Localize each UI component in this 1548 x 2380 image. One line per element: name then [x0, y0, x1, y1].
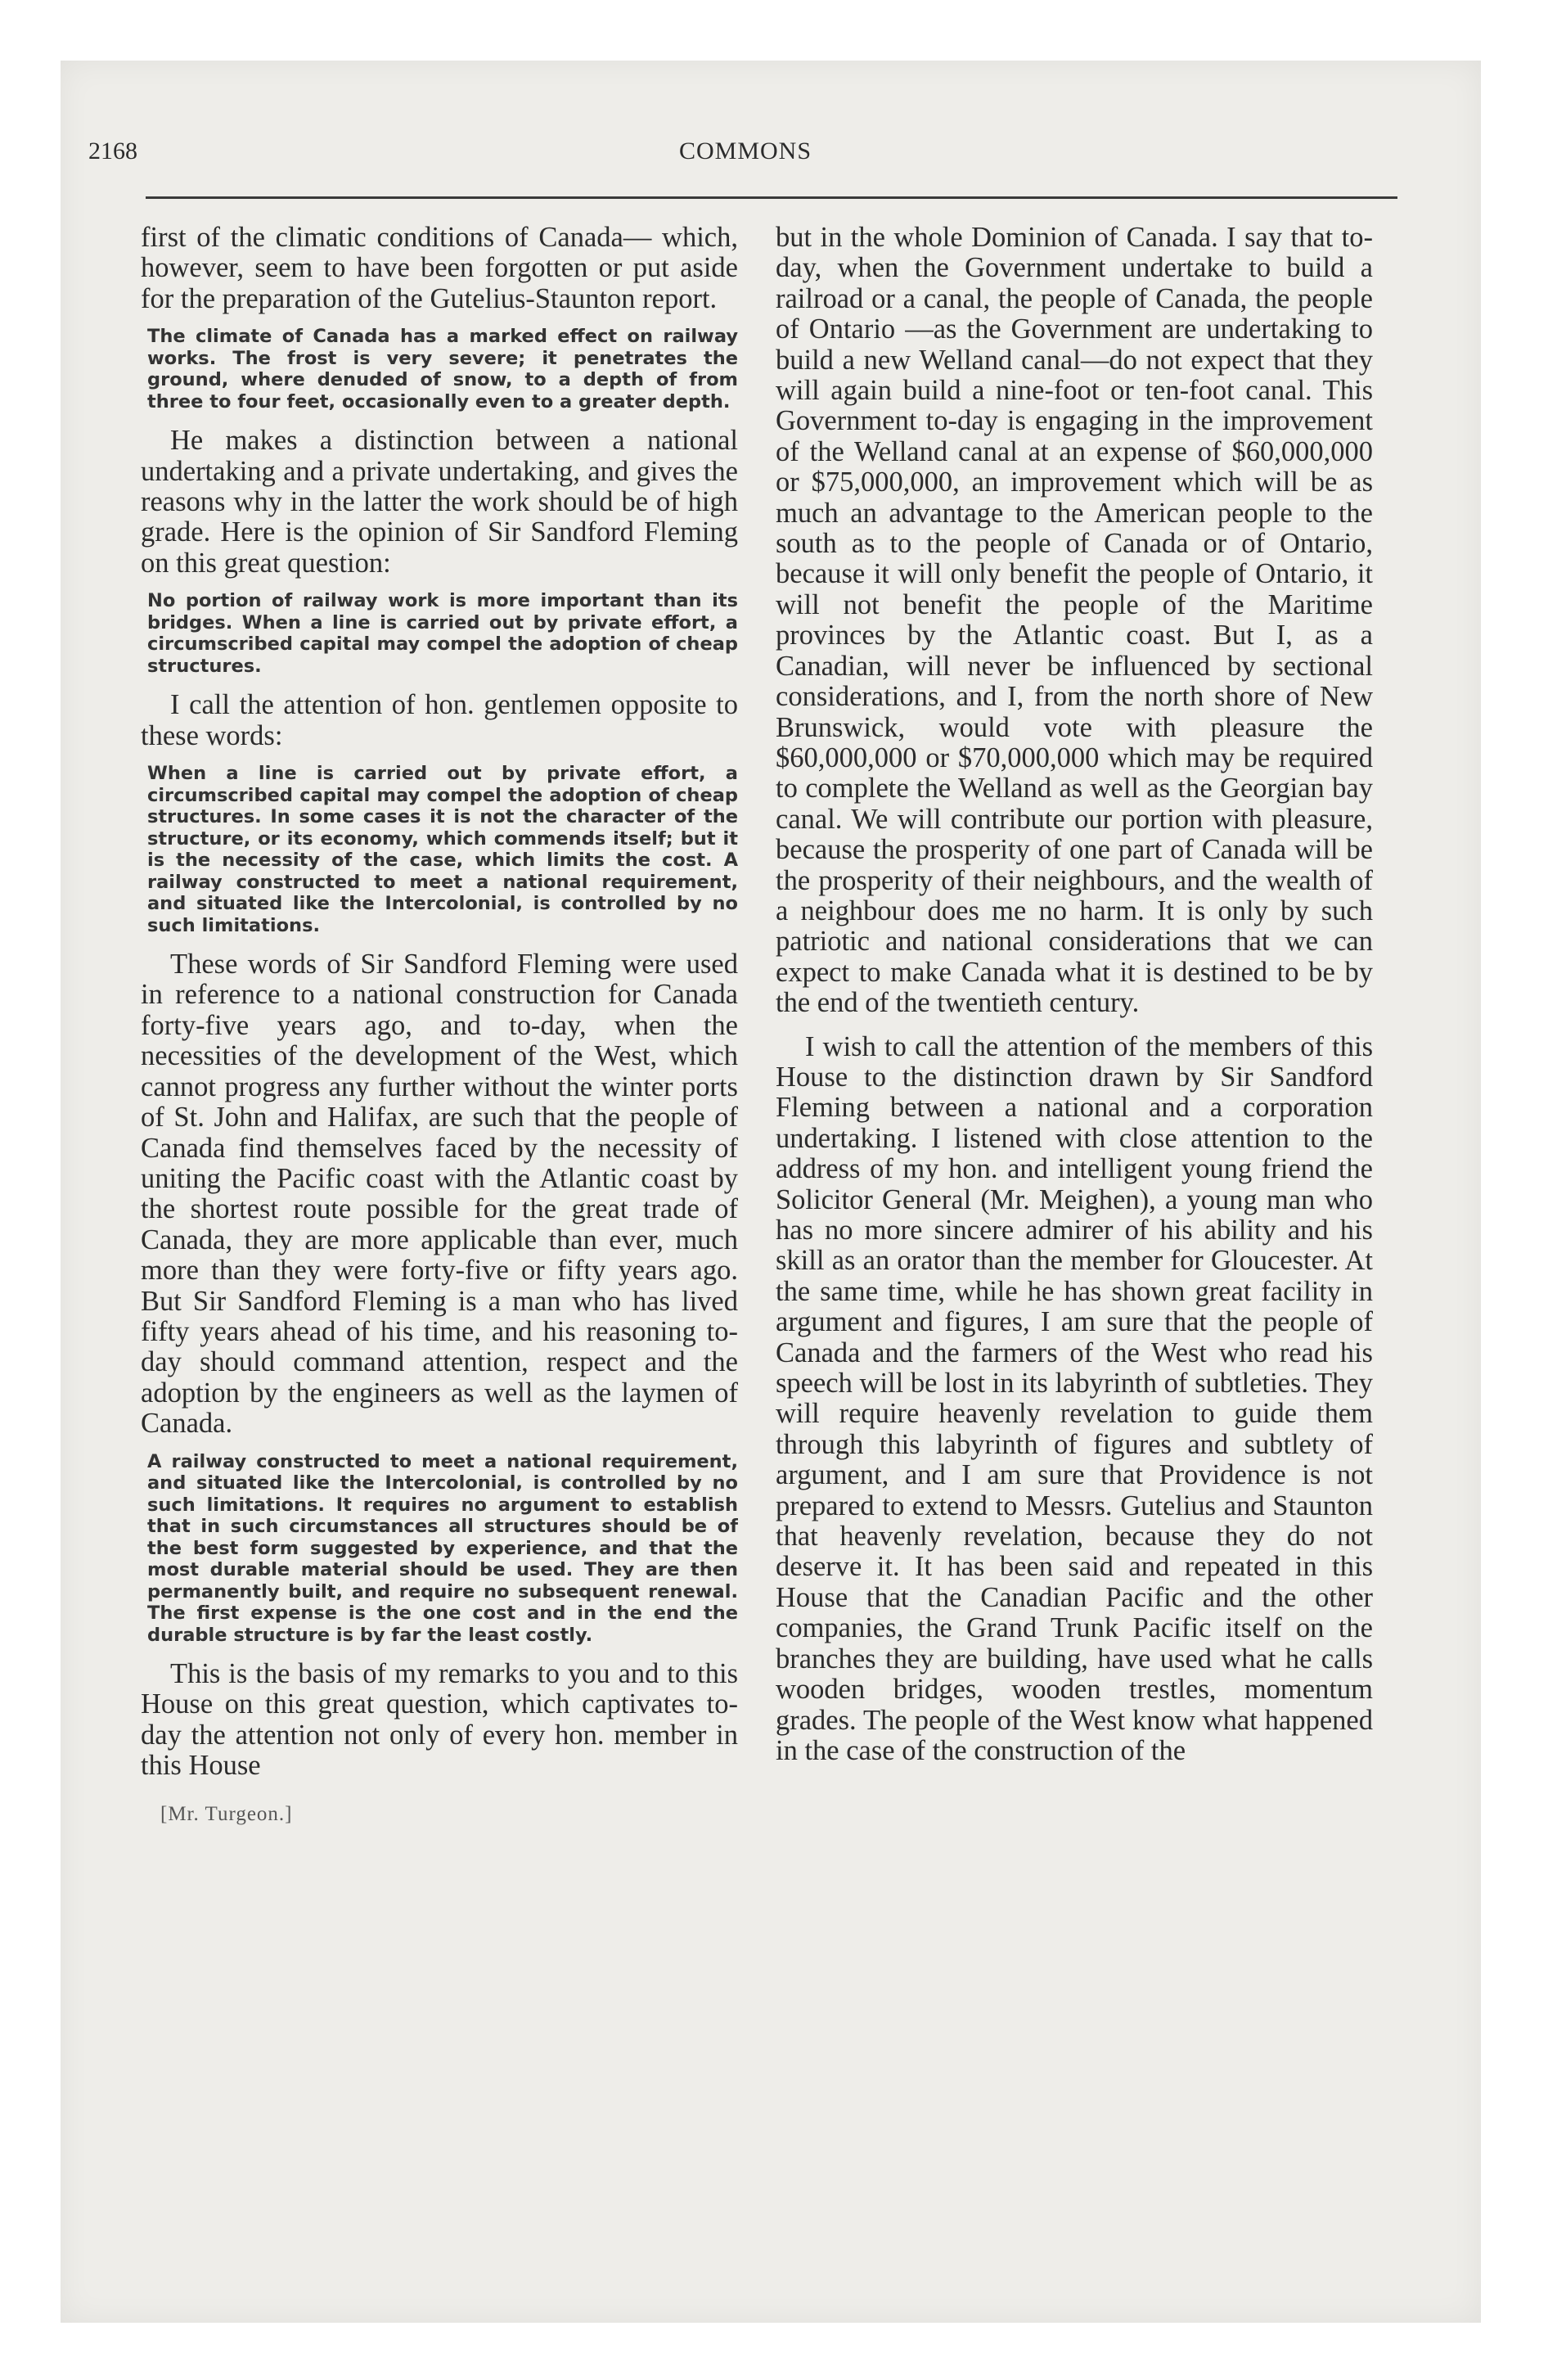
right-column — [776, 223, 1373, 2236]
quotation: The climate of Canada has a marked effect on railway works. The frost is very severe; it penetrates the ground, where denuded of snow, to a depth of from three to four feet, occasionally even to a greater depth. — [147, 326, 738, 412]
header-rule — [146, 196, 1397, 199]
quotation: A railway constructed to meet a national requirement, and situated like the Intercolonial, is controlled by no such limitations. It requires no argument to establish that in such circumstances all structures should be of the best form suggested by experience, and that the most durable material should be used. They are then permanently built, and require no subsequent renewal. The first expense is the one cost and in the end the durable structure is by far the least costly. — [147, 1450, 738, 1646]
quotation: No portion of railway work is more important than its bridges. When a line is carried out by private effort, a circumscribed capital may compel the adoption of cheap structures. — [147, 590, 738, 677]
speaker-signature: [Mr. Turgeon.] — [160, 1802, 293, 1825]
paragraph: first of the climatic conditions of Canada— which, however, seem to have been forgotten or put aside for the preparation of the Gutelius-Staunton report. — [141, 223, 738, 314]
paragraph: I call the attention of hon. gentlemen opposite to these words: — [141, 689, 738, 751]
paragraph: I wish to call the attention of the members of this House to the distinction drawn by Sir Sandford Fleming between a national and a corporation undertaking. I listened with close attention to the address of my hon. and intelligent young friend the Solicitor General (Mr. Meighen), a young man who has no more sincere admirer of his ability and his skill as an orator than the member for Gloucester. At the same time, while he has shown great facility in argument and figures, I am sure that the people of Canada and the farmers of the West who read his speech will be lost in its labyrinth of subtleties. They will require heavenly revelation to guide them through this labyrinth of figures and subtlety of argument, and I am sure that Providence is not prepared to extend to Messrs. Gutelius and Staunton that heavenly revelation, because they do not deserve it. It has been said and repeated in this House that the Canadian Pacific and the other companies, the Grand Trunk Pacific itself on the branches they are building, have used what he calls wooden bridges, wooden trestles, momentum grades. The people of the West know what happened in the case of the construction of the — [776, 1030, 1373, 1766]
page-number: 2168 — [88, 137, 137, 165]
paragraph: This is the basis of my remarks to you and to this House on this great question, which captivates to-day the attention not only of every hon. member in this House — [141, 1658, 738, 1782]
left-column — [141, 223, 738, 2236]
page-header — [88, 137, 1402, 178]
running-title: COMMONS — [678, 137, 812, 165]
paragraph: He makes a distinction between a national undertaking and a private undertaking, and gives the reasons why in the latter the work should be of high grade. Here is the opinion of Sir Sandford Fleming on this great question: — [141, 425, 738, 579]
quotation: When a line is carried out by private effort, a circumscribed capital may compel the adoption of cheap structures. In some cases it is not the character of the structure, or its economy, which commends itself; but it is the necessity of the case, which limits the cost. A railway constructed to meet a national requirement, and situated like the Intercolonial, is controlled by no such limitations. — [147, 763, 738, 936]
paragraph: but in the whole Dominion of Canada. I say that to-day, when the Government undertake to build a railroad or a canal, the people of Canada, the people of Ontario —as the Government are undertaking to build a new Welland canal—do not expect that they will again build a nine-foot or ten-foot canal. This Government to-day is engaging in the improvement of the Welland canal at an expense of $60,000,000 or $75,000,000, an improvement which will be as much an advantage to the American people to the south as to the people of Canada or of Ontario, because it will only benefit the people of Ontario, it will not benefit the people of the Maritime provinces by the Atlantic coast. But I, as a Canadian, will never be influenced by sectional considerations, and I, from the north shore of New Brunswick, would vote with pleasure the $60,000,000 or $70,000,000 which may be required to complete the Welland as well as the Georgian bay canal. We will contribute our portion with pleasure, because the prosperity of one part of Canada will be the prosperity of their neighbours, and the wealth of a neighbour does me no harm. It is only by such patriotic and national considerations that we can expect to make Canada what it is destined to be by the end of the twentieth century. — [776, 223, 1373, 1019]
paragraph: These words of Sir Sandford Fleming were used in reference to a national construction for Canada forty-five years ago, and to-day, when the necessities of the development of the West, which cannot progress any further without the winter ports of St. John and Halifax, are such that the people of Canada find themselves faced by the necessity of uniting the Pacific coast with the Atlantic coast by the shortest route possible for the great trade of Canada, they are more applicable than ever, much more than they were forty-five or fifty years ago. But Sir Sandford Fleming is a man who has lived fifty years ahead of his time, and his reasoning to-day should command attention, respect and the adoption by the engineers as well as the laymen of Canada. — [141, 949, 738, 1440]
